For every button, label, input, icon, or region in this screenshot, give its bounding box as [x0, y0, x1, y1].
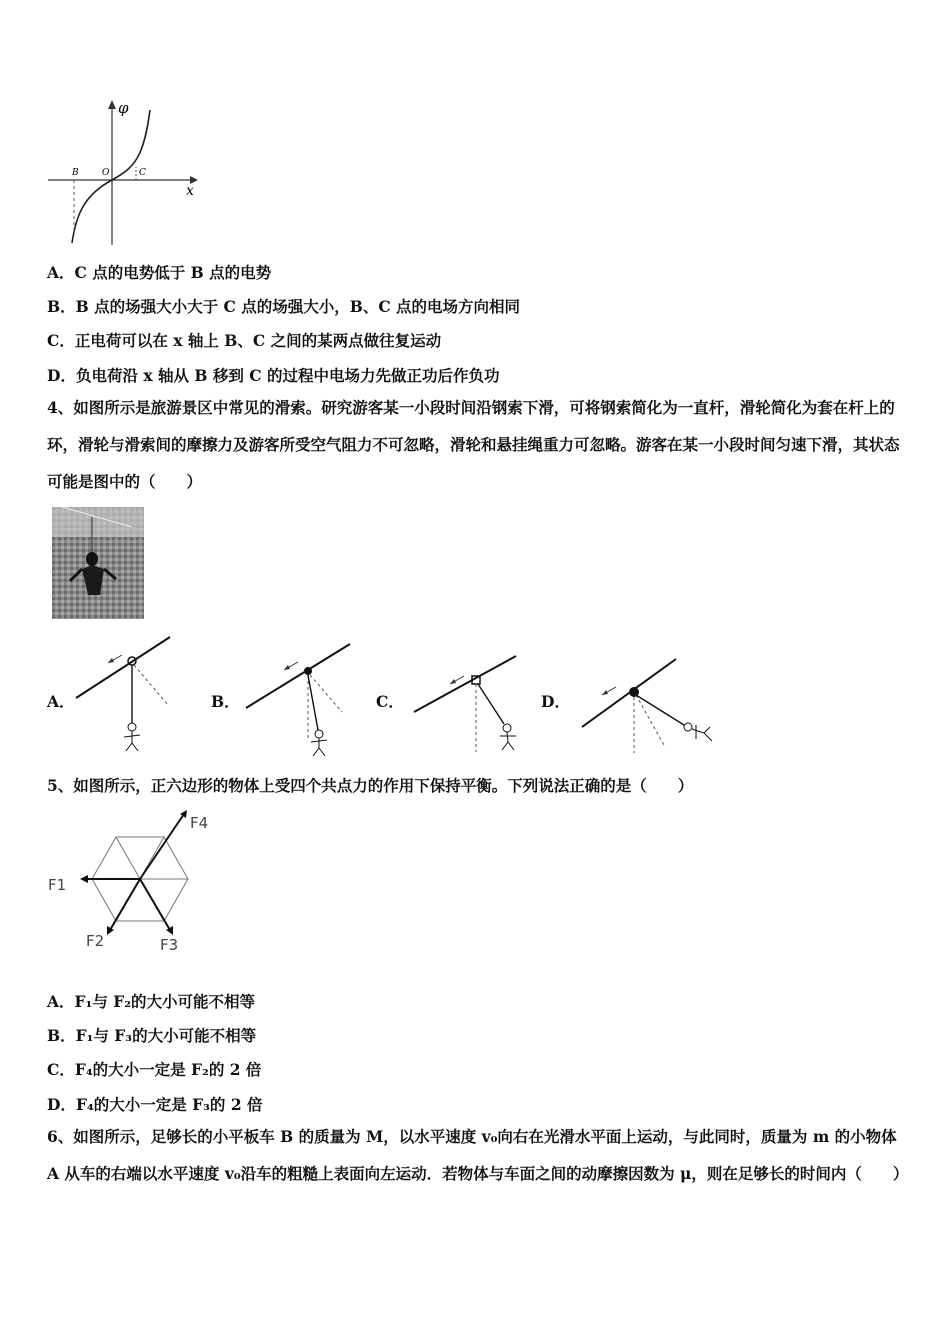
b-label: B: [72, 168, 79, 178]
q4-stem: 4、如图所示是旅游景区中常见的滑索。研究游客某一小段时间沿钢索下滑，可将钢索简化为一直杆，滑轮简化为套在杆上的环，滑轮与滑索间的摩擦力及游客所受空气阻力不可忽略，滑轮和悬挂绳重力可忽略。游客在某一小段时间匀速下滑，其状态可能是图中的（ ）: [47, 398, 900, 491]
zipline-photo: [52, 507, 144, 619]
f4-arrow: [140, 814, 184, 879]
c-label: C: [139, 168, 146, 178]
q6-stem: 6、如图所示，足够长的小平板车 B 的质量为 M，以水平速度 v₀向右在光滑水平面上运动，与此同时，质量为 m 的小物体 A 从车的右端以水平速度 v₀沿车的粗糙上表面向左运动．若物体与车面之间的动摩擦因数为 μ，则在足够长的时间内（ ）: [47, 1127, 909, 1183]
q5-option-b: B．F₁与 F₃的大小可能不相等: [47, 1026, 257, 1045]
q4-diagram-d: [580, 655, 720, 755]
q3-option-c: C．正电荷可以在 x 轴上 B、C 之间的某两点做往复运动: [47, 331, 442, 350]
potential-graph: [40, 95, 210, 250]
q5-option-d: D．F₄的大小一定是 F₃的 2 倍: [47, 1095, 263, 1114]
q4-option-a-label: A．: [47, 692, 75, 711]
f2-arrow: [110, 879, 140, 930]
x-label: x: [186, 183, 194, 199]
f3-label: F3: [160, 936, 179, 954]
q5-stem: 5、如图所示，正六边形的物体上受四个共点力的作用下保持平衡。下列说法正确的是（ ）: [47, 776, 694, 795]
hexagon-force-diagram: [44, 808, 224, 958]
q5-option-a: A．F₁与 F₂的大小可能不相等: [47, 992, 256, 1011]
q4-option-c-label: C．: [376, 692, 404, 711]
q5-option-c: C．F₄的大小一定是 F₂的 2 倍: [47, 1060, 262, 1079]
f3-arrow: [140, 879, 170, 930]
y-axis-arrow: [108, 100, 116, 109]
q4-diagram-c: [412, 652, 522, 756]
q3-option-d: D．负电荷沿 x 轴从 B 移到 C 的过程中电场力先做正功后作负功: [47, 366, 500, 385]
q4-option-b-label: B．: [211, 692, 240, 711]
q4-option-d-label: D．: [541, 692, 570, 711]
q3-option-a: A．C 点的电势低于 B 点的电势: [47, 263, 272, 282]
f1-label: F1: [48, 876, 67, 894]
o-label: O: [102, 168, 110, 178]
q3-option-b: B．B 点的场强大小大于 C 点的场强大小，B、C 点的电场方向相同: [47, 297, 521, 316]
f2-label: F2: [86, 932, 105, 950]
q4-diagram-b: [244, 640, 356, 758]
phi-label: φ: [118, 99, 129, 117]
f4-label: F4: [190, 814, 209, 832]
q4-diagram-a: [72, 633, 182, 755]
